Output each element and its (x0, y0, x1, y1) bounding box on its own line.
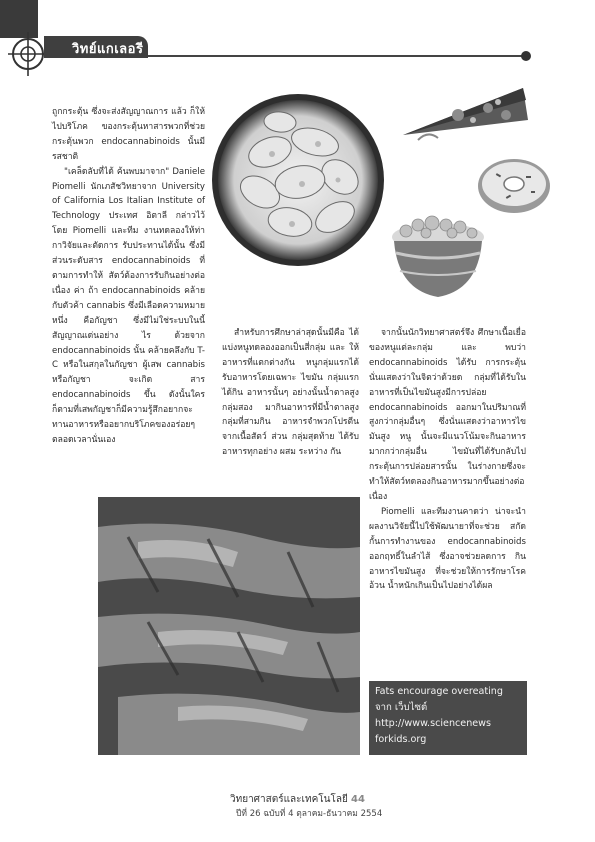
popcorn-photo (386, 205, 490, 305)
paragraph: "เคล็ดลับที่ได้ ค้นพบมาจาก" Daniele Piomelli นักเภสัชวิทยาจาก University of California Los Italian Institute of Technology ประเทศ อิตาลี กล่าวไว้ โดย Piomelli และทีม งานทดลองให้ท่ากาวิจัยและตัดการ รับประทานได้นั้น ซึ่งมีส่วนระดับสาร endocannabinoids ที่ตามการทำให้ สัตว์ต้องการรับกินอย่างต่อเนื่อง ค่า ถ้า endocannabinoids คล้ายกับตัวค้า cannabis ซึ่งมีเลือดความหมายหนึ่ง คือกัญชา ซึ่งมีไม่ใช่ระบบในนี้สัญญาณเด่นอย่าง ไร ด้วยจาก endocannabinoids นั้น คล้ายคลึงกับ T-C หรือในสกุลในกัญชา ผู้เสพ cannabis หรือกัญชา จะเกิด สาร endocannabinoids ขึ้น ดังนั้นใคร ก็ตามที่เสพกัญชาก็มีความรู้สึกอยากจะ ทานอาหารหรืออยากบริโภคของอร่อยๆ ตลอดเวลานั่นเอง (52, 166, 205, 445)
bacon-sausage-photo (98, 497, 360, 755)
text-column-1 (52, 105, 205, 448)
caption-text: Fats encourage overeating จาก เว็บไซต์ http://www.sciencenews forkids.org (375, 686, 503, 745)
paragraph: Piomelli และทีมงานคาดว่า น่าจะนำผลงานวิจัยนี้ไปใช้พัฒนายาที่จะช่วย สกัดกั้นการทำงานของ endocannabinoids ออกฤทธิ์ในลำไส้ ซึ่งอาจช่วยลดการ กินอาหารไขมันสูง ที่จะช่วยให้การรักษาโรคอ้วน น้ำหนักเกินเป็นไปอย่างได้ผล (369, 506, 526, 592)
paragraph: สำหรับการศึกษาล่าสุดนั้นมีคือ ได้แบ่งหนูทดลองออกเป็นสี่กลุ่ม และ ให้อาหารที่แตกต่างกัน หนูกลุ่มแรกได้ รับอาหารโดยเฉพาะ ไขมัน กลุ่มแรกได้กิน อาหารนั้นๆ อย่างนั้นน้ำตาลสูง กลุ่มสอง มากินอาหารที่มีน้ำตาลสูง กลุ่มที่สามกิน อาหารจำพวกโปรตีนจากเนื้อสัตว์ ส่วน กลุ่มสุดท้าย ได้รับอาหารทุกอย่าง ผสม ระหว่าง กัน (222, 328, 359, 458)
section-title: วิทย์แกเลอรี (72, 42, 144, 57)
magazine-name: วิทยาศาสตร์และเทคโนโลยี (230, 794, 348, 805)
text-column-2 (222, 326, 359, 460)
paragraph: ถูกกระตุ้น ซึ่งจะส่งสัญญาณการ แล้ว ก็ให้ไปบริโภค ของกระตุ้นหาสารพวกที่ช่วยกระตุ้นพวก endocannabinoids นั้นมีรสชาติ (52, 107, 205, 162)
page-number: 44 (351, 794, 365, 805)
footer-issue: ปีที่ 26 ฉบับที่ 4 ตุลาคม-ธันวาคม 2554 (236, 809, 383, 819)
pizza-photo (398, 80, 534, 150)
potato-chips-photo (210, 92, 386, 270)
header-rule (148, 55, 526, 57)
header-dot (521, 51, 531, 61)
crosshair-logo-icon (8, 30, 48, 78)
photo-caption-box (369, 681, 527, 755)
footer-magazine-line (230, 792, 365, 807)
paragraph: จากนั้นนักวิทยาศาสตร์จึง ศึกษาเนื้อเยื่อของหนูแต่ละกลุ่ม และ พบว่า endocannabinoids ได้รับ การกระตุ้น นั่นแสดงว่าในจิตว่าด้วยด กลุ่มที่ได้รับในอาหารที่เป็นไขมันสูงมีการปล่อย endocannabinoids ออกมาในปริมาณที่สูงกว่ากลุ่มอื่นๆ ซึ่งนั่นแสดงว่าอาหารไขมันสูง หนู นั้นจะมีแนวโน้มจะกินอาหารมากกว่ากลุ่มอื่น ไขมันที่ได้รับกลับไปกระตุ้นการปล่อยสารนั้น ในร่างกายซึ่งจะทำให้สัตว์ทดลองกินอาหารมากขึ้นอย่างต่อเนื่อง (369, 328, 526, 502)
text-column-3 (369, 326, 526, 594)
